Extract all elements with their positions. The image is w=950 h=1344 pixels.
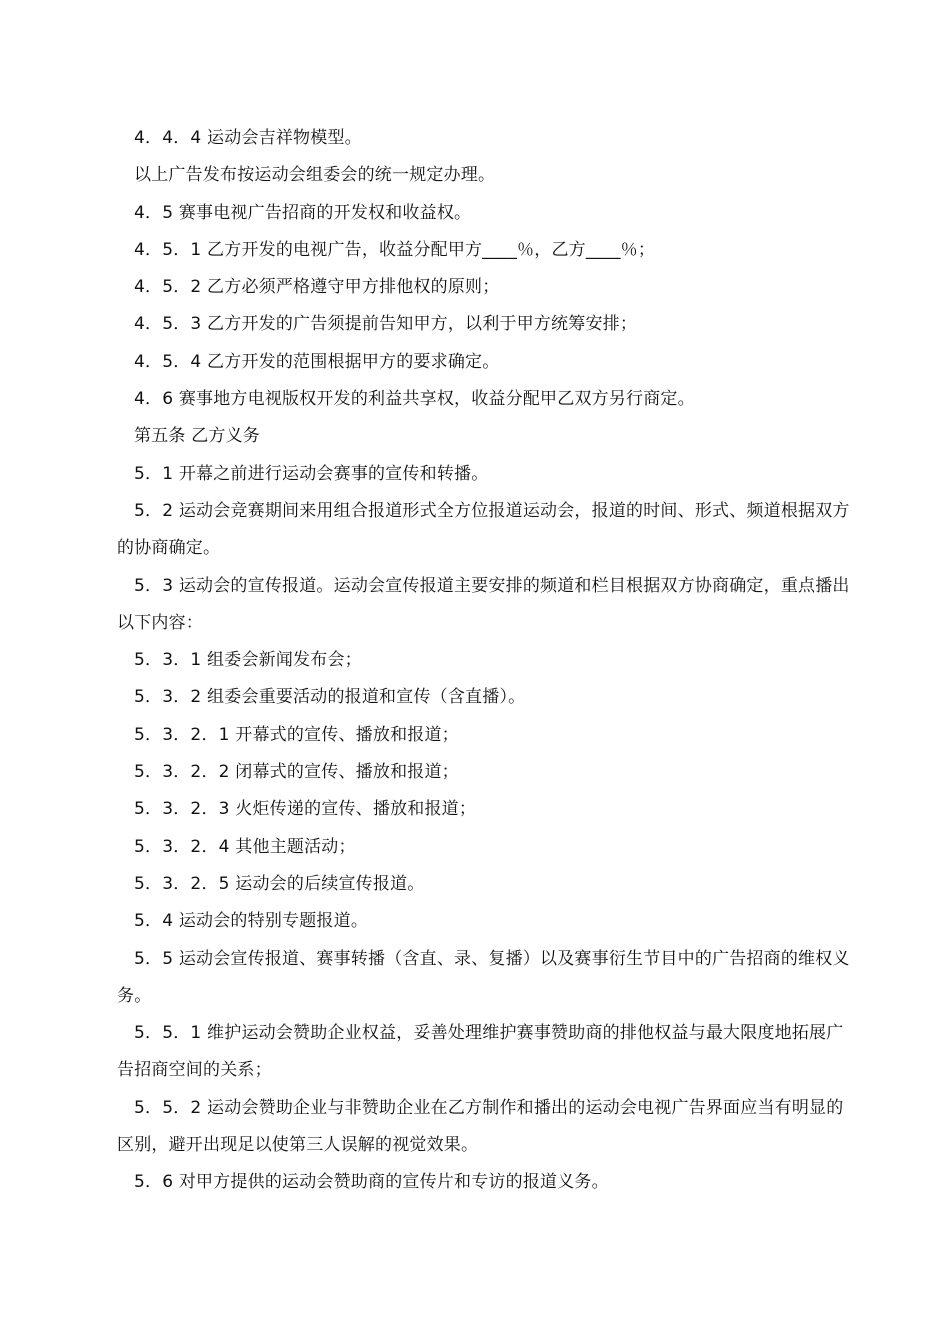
paragraph-5-5-1: 5．5．1 维护运动会赞助企业权益，妥善处理维护赛事赞助商的排他权益与最大限度地拓展广告招商空间的关系； [117, 1023, 844, 1081]
paragraph-5-1: 5．1 开幕之前进行运动会赛事的宣传和转播。 [134, 463, 489, 484]
paragraph-5-3-2-1: 5．3．2．1 开幕式的宣传、播放和报道； [134, 724, 459, 745]
paragraph-5-3-2-2: 5．3．2．2 闭幕式的宣传、播放和报道； [134, 762, 459, 783]
paragraph-4-5-1: 4．5．1 乙方开发的电视广告，收益分配甲方____％，乙方____％； [134, 239, 656, 260]
paragraph-5-3-2-4: 5．3．2．4 其他主题活动； [134, 836, 356, 857]
section-heading-article-5: 第五条 乙方义务 [134, 426, 261, 447]
paragraph-5-2: 5．2 运动会竞赛期间来用组合报道形式全方位报道运动会，报道的时间、形式、频道根据双方的协商确定。 [117, 500, 850, 559]
paragraph-4-5-4: 4．5．4 乙方开发的范围根据甲方的要求确定。 [134, 351, 500, 372]
paragraph-4-5-2: 4．5．2 乙方必须严格遵守甲方排他权的原则； [134, 277, 500, 298]
paragraph-4-5-3: 4．5．3 乙方开发的广告须提前告知甲方，以利于甲方统筹安排； [134, 314, 638, 335]
paragraph-4-5: 4．5 赛事电视广告招商的开发权和收益权。 [134, 202, 472, 223]
paragraph-5-3-2-3: 5．3．2．3 火炬传递的宣传、播放和报道； [134, 799, 477, 820]
paragraph-5-3-2: 5．3．2 组委会重要活动的报道和宣传（含直播）。 [134, 687, 526, 708]
paragraph-4-4-4: 4．4．4 运动会吉祥物模型。 [134, 128, 362, 148]
paragraph-ad-rules: 以上广告发布按运动会组委会的统一规定办理。 [134, 165, 496, 186]
paragraph-5-6: 5．6 对甲方提供的运动会赞助商的宣传片和专访的报道义务。 [134, 1172, 609, 1193]
paragraph-5-3-2-5: 5．3．2．5 运动会的后续宣传报道。 [134, 873, 425, 894]
paragraph-5-5: 5．5 运动会宣传报道、赛事转播（含直、录、复播）以及赛事衍生节目中的广告招商的维权义务。 [117, 948, 850, 1006]
paragraph-4-6: 4．6 赛事地方电视版权开发的利益共享权，收益分配甲乙双方另行商定。 [134, 389, 695, 410]
document-body [117, 120, 852, 1202]
paragraph-5-4: 5．4 运动会的特别专题报道。 [134, 911, 369, 932]
paragraph-5-3: 5．3 运动会的宣传报道。运动会宣传报道主要安排的频道和栏目根据双方协商确定，重点播出以下内容： [117, 575, 850, 633]
paragraph-5-3-1: 5．3．1 组委会新闻发布会； [134, 650, 362, 671]
paragraph-5-5-2: 5．5．2 运动会赞助企业与非赞助企业在乙方制作和播出的运动会电视广告界面应当有明显的区别，避开出现足以使第三人误解的视觉效果。 [117, 1097, 844, 1156]
